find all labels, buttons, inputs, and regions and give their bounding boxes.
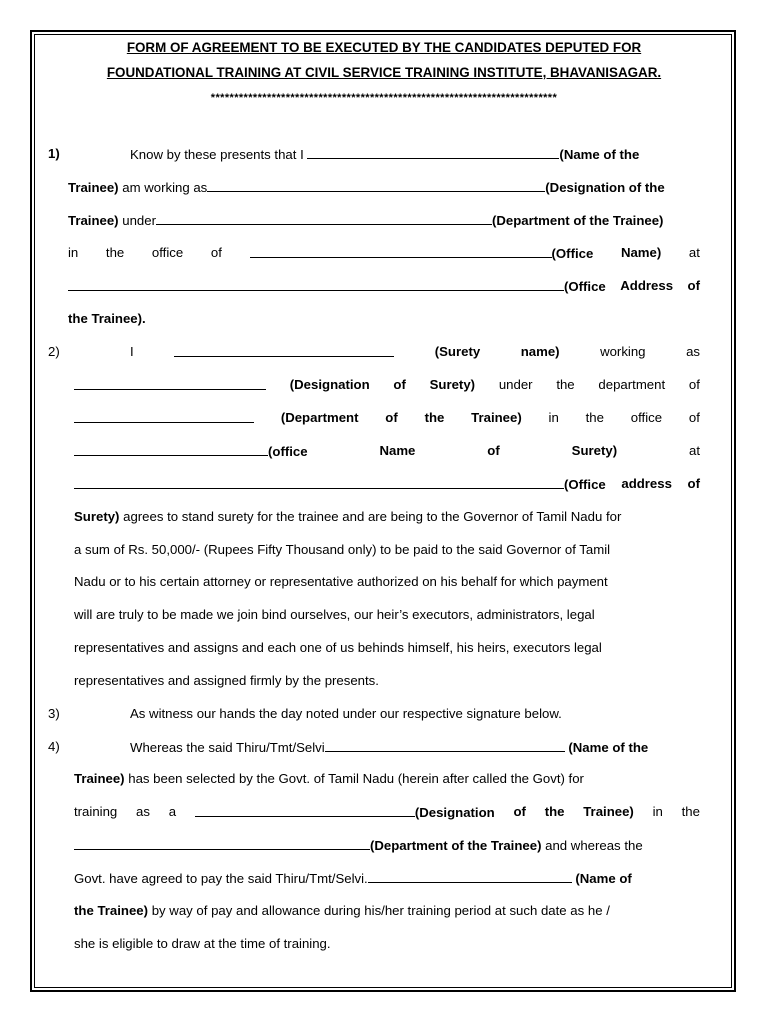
surety-designation-blank: [74, 377, 266, 390]
clause-2-line-8: Nadu or to his certain attorney or representative authorized on his behalf for which payment: [74, 574, 608, 589]
clause-1-line-3: Trainee) under (Department of the Trainee): [68, 213, 664, 228]
surety-department-blank: [74, 410, 254, 423]
clause-2-line-3: (Department of the Trainee) in the office of: [74, 410, 700, 426]
trainee-name-blank-3: [368, 870, 572, 883]
trainee-office-address-blank: [68, 278, 564, 291]
clause-4-line-4: (Department of the Trainee) and whereas the: [74, 837, 700, 854]
form-title-line-1: FORM OF AGREEMENT TO BE EXECUTED BY THE CANDIDATES DEPUTED FOR: [126, 40, 642, 55]
trainee-designation-blank-2: [195, 804, 415, 817]
clause-number-3: 3): [48, 706, 60, 721]
surety-office-address-blank: [74, 476, 564, 489]
clause-1-line-5: (Office Address of: [68, 278, 700, 295]
surety-office-name-blank: [74, 443, 268, 456]
clause-2-line-10: representatives and assigns and each one of us behinds himself, his heirs, executors legal: [74, 640, 602, 655]
clause-2-line-11: representatives and assigned firmly by the presents.: [74, 673, 379, 688]
trainee-name-blank: [307, 146, 559, 159]
clause-2-line-6: Surety) agrees to stand surety for the trainee and are being to the Governor of Tamil Nadu for: [74, 509, 622, 524]
clause-1-line-4: in the office of (Office Name) at: [68, 245, 700, 261]
trainee-name-blank-2: [325, 739, 565, 752]
trainee-designation-blank: [207, 179, 545, 192]
clause-number-1: 1): [48, 146, 60, 161]
clause-3-text: As witness our hands the day noted under our respective signature below.: [130, 706, 562, 721]
clause-2-line-1: I (Surety name) working as: [130, 344, 700, 359]
clause-4-line-6: the Trainee) by way of pay and allowance during his/her training period at such date as he /: [74, 903, 610, 918]
clause-1-line-2: Trainee) am working as (Designation of the: [68, 180, 665, 195]
clause-number-4: 4): [48, 739, 60, 754]
clause-4-line-1: Whereas the said Thiru/Tmt/Selvi (Name of the: [130, 740, 649, 755]
trainee-department-blank-2: [74, 837, 370, 850]
clause-2-line-5: (Office address of: [74, 476, 700, 493]
clause-2-line-9: will are truly to be made we join bind ourselves, our heir’s executors, administrators, legal: [74, 607, 595, 622]
surety-name-blank: [174, 344, 394, 357]
clause-2-line-4: (office Name of Surety) at: [74, 443, 700, 460]
clause-1-line-1: Know by these presents that I (Name of the: [130, 147, 640, 162]
clause-4-line-3: training as a (Designation of the Trainee) in the: [74, 804, 700, 820]
clause-4-line-5: Govt. have agreed to pay the said Thiru/Tmt/Selvi. (Name of: [74, 871, 632, 886]
form-title-line-2: FOUNDATIONAL TRAINING AT CIVIL SERVICE TRAINING INSTITUTE, BHAVANISAGAR.: [106, 65, 662, 80]
clause-2-line-2: (Designation of Surety) under the department of: [74, 377, 700, 393]
clause-4-line-7: she is eligible to draw at the time of training.: [74, 936, 331, 951]
clause-1-line-6: the Trainee).: [68, 311, 146, 326]
title-separator: **************************************************************************: [210, 92, 558, 104]
clause-4-line-2: Trainee) has been selected by the Govt. of Tamil Nadu (herein after called the Govt) for: [74, 771, 584, 786]
trainee-department-blank: [156, 212, 492, 225]
clause-2-line-7: a sum of Rs. 50,000/- (Rupees Fifty Thousand only) to be paid to the said Governor of Tamil: [74, 542, 611, 557]
trainee-office-name-blank: [250, 245, 552, 258]
clause-number-2: 2): [48, 344, 60, 359]
